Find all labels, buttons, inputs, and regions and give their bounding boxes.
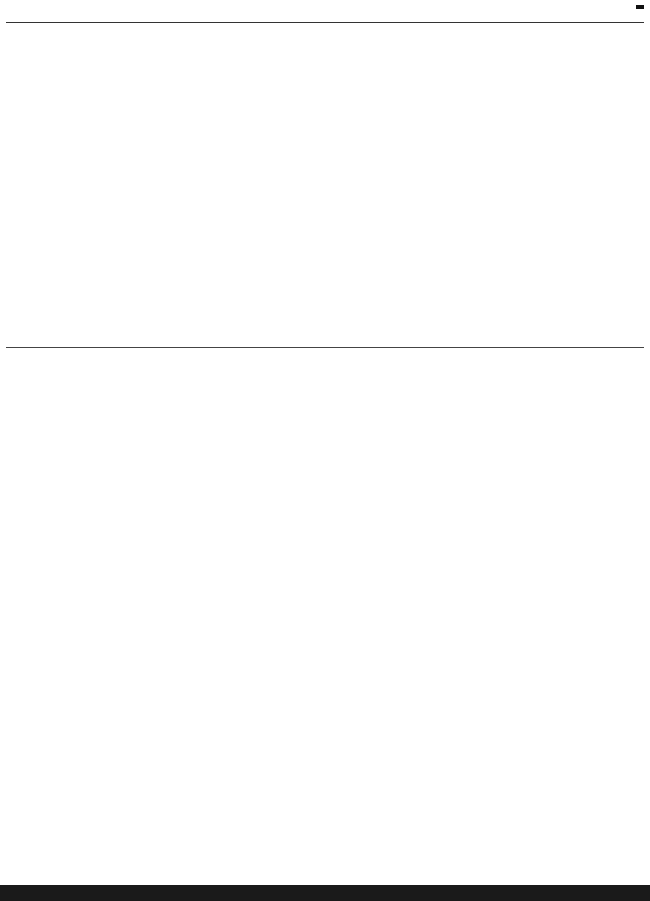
- page-number: [636, 5, 644, 9]
- business-guide-grid: [6, 353, 644, 883]
- section-main-title: [6, 306, 644, 348]
- masthead: [6, 3, 644, 23]
- classifieds-top-grid: [6, 25, 644, 305]
- advertising-footer-banner: [0, 885, 650, 901]
